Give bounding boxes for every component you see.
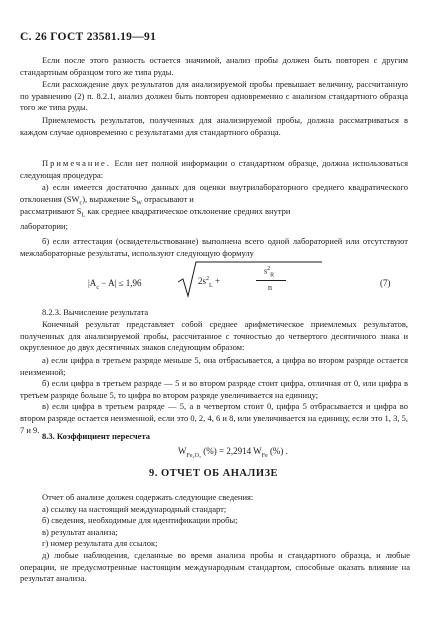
paragraph-final-result: Конечный результат представляет собой среднее арифметическое приемлемых результатов, полученных для анализируемой пробы, рассчитанное с точностью до четвертого десятичного знака и округленное до двух десятичных знаков следующим образом: (20, 319, 408, 353)
rule-c: в) если цифра в третьем разряде — 5, а в четвертом стоит 0, цифра 5 отбрасывается и цифра во втором разряде остается неизменной, если это 0, 2, 4, 6 и 8, или увеличивается на единицу, если это 1, 3, 5, 7 и 9. (20, 401, 408, 435)
section-title: 9. ОТЧЕТ ОБ АНАЛИЗЕ (148, 468, 279, 479)
formula-7-number: (7) (380, 278, 391, 288)
formula-7-lhs: $|A_c - A| \le 1,96$ (88, 278, 142, 291)
report-item-e: д) любые наблюдения, сделанные во время анализа пробы и стандартного образца, и любые операции, не предусмотренные настоящим международным стандартом, способные оказать влияние на результат анализа. (20, 549, 410, 584)
subsection-8-3: 8.3. Коэффициент пересчета (42, 431, 150, 441)
rule-b: б) если цифра в третьем разряде — 5 и во втором разряде стоит цифра, отличная от 0, или цифра в третьем разряде больше 5, то цифра во втором разряде увеличивается на единицу; (20, 378, 408, 400)
report-intro: Отчет об анализе должен содержать следующие сведения: (42, 492, 254, 502)
report-list (20, 492, 410, 585)
report-item-a: а) ссылку на настоящий международный стандарт; (42, 503, 227, 514)
rounding-rules (20, 355, 410, 436)
rule-a: а) если цифра в третьем разряде меньше 5, она отбрасывается, а цифра во втором разряде остается неизменной; (20, 355, 408, 377)
report-item-c: в) результат анализа; (42, 526, 118, 537)
paragraph-item-a-cont: рассматривают $S_L$ как среднее квадратическое отклонение средних внутри (20, 206, 291, 219)
paragraph-item-a: а) если имеется достаточно данных для оценки внутрилабораторного среднего квадратического отклонения $(SW_c)$, выражение $S_W$ отрасывают и (20, 182, 408, 207)
report-item-b: б) сведения, необходимые для идентификации пробы; (42, 515, 238, 526)
fraction-bar (256, 280, 286, 281)
page-header: С. 26 ГОСТ 23581.19—91 (20, 31, 157, 43)
paragraph-discrepancy: Если расхождение двух результатов для анализируемой пробы превышает величину, рассчитанную по уравнению (2) п. 8.2.1, анализ должен быть повторен одновременно с анализом стандартного образца того же типа руды. (20, 79, 408, 113)
paragraph-acceptability: Приемлемость результатов, полученных для анализируемой пробы, должна рассматриваться в каждом случае одновременно с результатами для стандартного образца. (20, 115, 408, 137)
formula-7-denominator: n (268, 283, 272, 292)
report-item-d: г) номер результата для ссылок; (42, 538, 158, 549)
formula-7-term1: $2s^2_L$ + (198, 276, 221, 289)
paragraph-item-b: б) если аттестация (освидетельствование) выполнена всего одной лабораторией или отсутствуют межлабораторные результаты, используют следующую формулу (20, 236, 408, 258)
paragraph-repeat-analysis: Если после этого разность остается значимой, анализ пробы должен быть повторен с другим стандартным образцом того же типа руды. (20, 55, 408, 77)
formula-7-numerator: $s^2_R$ (264, 266, 275, 279)
note-label: Примечание. (42, 158, 111, 168)
note-paragraph (20, 158, 408, 181)
subsection-8-2-3: 8.2.3. Вычисление результата (42, 307, 149, 317)
note-text: Если нет полной информации о стандартном образце, должна использоваться следующая процедура: (20, 158, 408, 180)
conversion-formula: $W_{Fe_2O_3}$ (%) = 2,2914 $W_{Fe}$ (%) . (178, 446, 288, 459)
paragraph-item-a-end: лаборатории; (20, 221, 68, 231)
